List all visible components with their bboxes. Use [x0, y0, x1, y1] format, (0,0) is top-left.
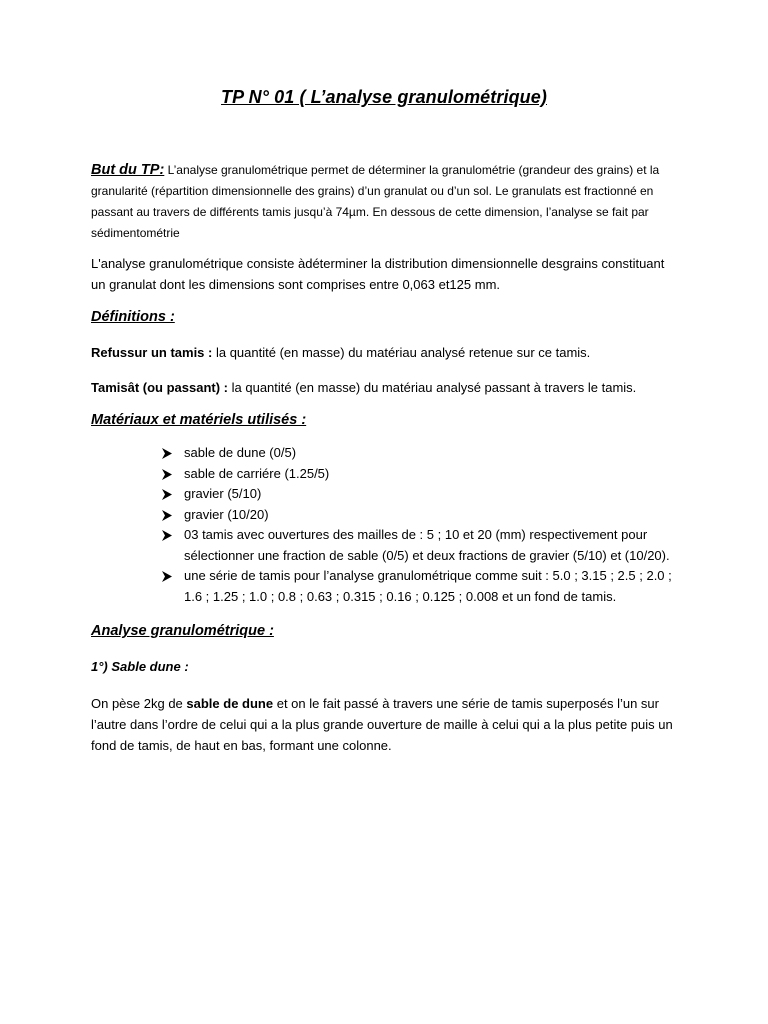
list-item: sable de carriére (1.25/5)	[159, 464, 681, 485]
analysis-paragraph: On pèse 2kg de sable de dune et on le fait passé à travers une série de tamis superposés l’un sur l’autre dans l’ordre de celui qui a la plus grande ouverture de maille à celui qui a la plus petite puis un fond de tamis, de haut en bas, formant une colonne.	[91, 696, 673, 753]
definition-tamisat-text: la quantité (en masse) du matériau analysé passant à travers le tamis.	[228, 380, 637, 395]
list-item: 03 tamis avec ouvertures des mailles de : 5 ; 10 et 20 (mm) respectivement pour sélectionner une fraction de sable (0/5) et deux fractions de gravier (5/10) et (10/20).	[159, 525, 681, 566]
arrow-bullet-icon	[162, 530, 172, 541]
objective-text: L’analyse granulométrique permet de déterminer la granulométrie (grandeur des grains) et la granularité (répartition dimensionnelle des grains) d’un granulat ou d’un sol. Le granulats est fractionné en passant au travers de différents tamis jusqu’à 74µm. En dessous de cette dimension, l’analyse se fait par sédimentométrie	[91, 163, 660, 240]
list-item: une série de tamis pour l’analyse granulométrique comme suit : 5.0 ; 3.15 ; 2.5 ; 2.0 ; 1.6 ; 1.25 ; 1.0 ; 0.8 ; 0.63 ; 0.315 ; 0.16 ; 0.125 ; 0.008 et un fond de tamis.	[159, 566, 681, 607]
definitions-heading: Définitions :	[91, 309, 175, 325]
materials-list	[91, 443, 681, 607]
document-title: TP N° 01 ( L’analyse granulométrique)	[221, 87, 547, 107]
list-item: gravier (10/20)	[159, 505, 681, 526]
definition-refus-text: la quantité (en masse) du matériau analysé retenue sur ce tamis.	[212, 345, 591, 360]
arrow-bullet-icon	[162, 489, 172, 500]
list-item: sable de dune (0/5)	[159, 443, 681, 464]
analysis-subheading: 1°) Sable dune :	[91, 659, 189, 674]
objective-paragraph	[91, 160, 681, 244]
definition-refus	[91, 342, 681, 363]
list-item: gravier (5/10)	[159, 484, 681, 505]
arrow-bullet-icon	[162, 448, 172, 459]
objective-label: But du TP:	[91, 162, 165, 178]
document-body	[91, 160, 681, 756]
arrow-bullet-icon	[162, 469, 172, 480]
sable-dune-emphasis: sable de dune	[186, 696, 274, 711]
arrow-bullet-icon	[162, 571, 172, 582]
arrow-bullet-icon	[162, 510, 172, 521]
definition-refus-term: Refussur un tamis :	[91, 345, 213, 360]
intro-paragraph: L'analyse granulométrique consiste àdéterminer la distribution dimensionnelle desgrains constituant un granulat dont les dimensions sont comprises entre 0,063 et125 mm.	[91, 256, 665, 292]
definition-tamisat-term: Tamisât (ou passant) :	[91, 380, 229, 395]
definition-tamisat	[91, 377, 681, 398]
analysis-heading: Analyse granulométrique :	[91, 623, 274, 639]
materials-heading: Matériaux et matériels utilisés :	[91, 412, 307, 428]
